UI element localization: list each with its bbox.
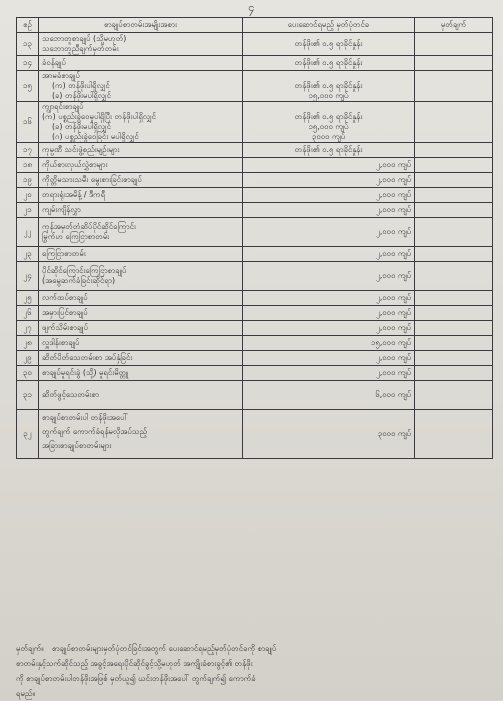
page-number: ၄: [248, 1, 255, 14]
document-type-line: ပိုင်ဆိုင်ကြောင်းကြေငြာစာချုပ်: [42, 266, 127, 275]
row-number: ၂၁: [17, 203, 39, 218]
document-type-line: (ဂ) ပစ္စည်းခွဲဝေခြင်း မပါရှိလျှင်: [52, 132, 139, 141]
header-serial: စဉ်: [17, 18, 39, 33]
note-line: ကို စာချုပ်စာတမ်းပါတန်ဖိုးအဖြစ် မှတ်ယူ၍ ယင်းတန်ဖိုးအပေါ် တွက်ချက်၍ ကောက်ခံ: [16, 674, 256, 683]
note-label: မှတ်ချက်။: [16, 644, 44, 653]
fee-line: ၁၅,၀၀၀ ကျပ်: [308, 122, 349, 131]
document-type: လှူဒါန်းစာချုပ်: [39, 336, 243, 351]
remarks-cell: [415, 410, 493, 459]
document-type: [39, 410, 243, 459]
remarks-cell: [415, 102, 493, 143]
fee-cell: ၂,၀၀၀ ကျပ်: [243, 218, 415, 247]
fee-cell: ၂,၀၀၀ ကျပ်: [243, 247, 415, 262]
document-type: [39, 102, 243, 143]
row-number: ၁၃: [17, 33, 39, 56]
row-number: ၃၀: [17, 366, 39, 381]
row-number: ၁၇: [17, 143, 39, 158]
document-type-line: စာချုပ်စာတမ်းပါ တန်ဖိုးအပေါ်: [42, 413, 129, 422]
table-row: [17, 291, 493, 306]
table-row: [17, 351, 493, 366]
document-type-line: (က) တန်ဖိုးပါရှိလျှင်: [52, 81, 110, 90]
row-number: ၂၄: [17, 262, 39, 291]
fee-line: [246, 71, 411, 81]
fee-cell: ၂,၀၀၀ ကျပ်: [243, 188, 415, 203]
document-type-line: ကျွာရင်းစာချုပ်: [42, 102, 84, 111]
document-type-line: (ခ) တန်ဖိုးမပါရှိလျှင်: [52, 122, 111, 131]
fee-cell: ၂,၀၀၀ ကျပ်: [243, 203, 415, 218]
fee-cell: ၂,၀၀၀ ကျပ်: [243, 366, 415, 381]
table-row: [17, 262, 493, 291]
remarks-cell: [415, 218, 493, 247]
row-number: ၂၂: [17, 218, 39, 247]
remarks-cell: [415, 158, 493, 173]
remarks-cell: [415, 336, 493, 351]
fee-cell: [243, 71, 415, 102]
remarks-cell: [415, 71, 493, 102]
row-number: ၂၈: [17, 336, 39, 351]
table-row: [17, 247, 493, 262]
table-row: [17, 56, 493, 71]
document-type: ကြေငြာစာတမ်း: [39, 247, 243, 262]
document-type-line: ကုန်အမှတ်တံဆိပ်ပိုင်ဆိုင်ကြောင်း: [42, 222, 136, 231]
fee-line: တန်ဖိုး၏ ၀.၅ ရာခိုင်နှုန်း: [294, 112, 363, 121]
table-row: [17, 218, 493, 247]
document-type: အမှားပြင်စာချုပ်: [39, 306, 243, 321]
table-header-row: [17, 18, 493, 33]
remarks-cell: [415, 56, 493, 71]
fee-cell: [243, 102, 415, 143]
document-type-line: အာမခံစာချုပ်: [42, 71, 80, 80]
row-number: ၃၁: [17, 381, 39, 410]
document-type: ခံဝန်ချုပ်: [39, 56, 243, 71]
document-type: ကိုတ္တိမသားသမီး မွေးစားခြင်းစာချုပ်: [39, 173, 243, 188]
document-type-line: အခြားစာချုပ်စာတမ်းများ: [42, 441, 112, 450]
fee-line: ၃၀၀၀ ကျပ်: [311, 132, 346, 141]
remarks-cell: [415, 366, 493, 381]
remarks-cell: [415, 381, 493, 410]
fee-cell: ၂,၀၀၀ ကျပ်: [243, 321, 415, 336]
document-type-line: (ခ) တန်ဖိုးမပါရှိလျှင်: [52, 91, 111, 100]
document-type: [39, 71, 243, 102]
remarks-cell: [415, 173, 493, 188]
table-row: [17, 143, 493, 158]
document-type: [39, 33, 243, 56]
fee-cell: ၂,၀၀၀ ကျပ်: [243, 306, 415, 321]
remarks-cell: [415, 203, 493, 218]
registration-fee-table: [16, 17, 493, 459]
document-type: စာချုပ်မူရင်းခွဲ (သို့) မူရင်းမိတ္တူ: [39, 366, 243, 381]
note-line: စာတမ်းနှင့်သက်ဆိုင်သည့် အခွင့်အရေးပိုင်ဆိုင်ခွင့်သို့မဟုတ် အကျိုးခံစားခွင့်၏ တန်ဖိုး: [16, 659, 253, 668]
note-line: [16, 641, 494, 656]
fee-cell: ၂,၀၀၀ ကျပ်: [243, 351, 415, 366]
row-number: ၁၉: [17, 173, 39, 188]
remarks-cell: [415, 306, 493, 321]
fee-cell: ၂,၀၀၀ ကျပ်: [243, 291, 415, 306]
document-type-line: သဘောတူစာချုပ် (သို့မဟုတ်): [42, 34, 127, 43]
table-row: [17, 410, 493, 459]
row-number: ၂၉: [17, 351, 39, 366]
fee-cell: ၂,၀၀၀ ကျပ်: [243, 173, 415, 188]
row-number: ၂၀: [17, 188, 39, 203]
document-type-line: (က) ပစ္စည်းခွဲဝေမှုပါရှိပြီး တန်ဖိုးပါရှိလျှင်: [42, 112, 156, 121]
row-number: ၂၃: [17, 247, 39, 262]
fee-cell: တန်ဖိုး၏ ၀.၅ ရာခိုင်နှုန်း: [243, 56, 415, 71]
document-type-line: သဘောတူညီချက်မှတ်တမ်း: [42, 44, 119, 53]
fee-cell: ၂,၀၀၀ ကျပ်: [243, 262, 415, 291]
note-text: စာချုပ်စာတမ်းများမှတ်ပုံတင်ခြင်းအတွက် ပေးဆောင်ရမည့်မှတ်ပုံတင်ခကို စာချုပ်: [52, 644, 277, 653]
document-type-line: မြွက်ဟ ကြေငြာစာတမ်း: [42, 232, 110, 241]
row-number: ၃၂: [17, 410, 39, 459]
document-type-line: (အမွေဆက်ခံခြင်းဆိုင်ရာ): [42, 276, 116, 285]
document-type: ဆိတ်ဖွင့်သေတမ်းစာ: [39, 381, 243, 410]
document-type: တရားရုံးအမိန့် / ဒီကရီ: [39, 188, 243, 203]
table-row: [17, 173, 493, 188]
fee-line: တန်ဖိုး၏ ၀.၅ ရာခိုင်နှုန်း: [294, 81, 363, 90]
document-type: ဆိတ်ပိတ်သေတမ်းစာ အပ်နှံခြင်း: [39, 351, 243, 366]
table-row: [17, 366, 493, 381]
remarks-cell: [415, 351, 493, 366]
table-row: [17, 306, 493, 321]
document-type: [39, 262, 243, 291]
header-document-type: စာချုပ်စာတမ်းအမျိုးအစား: [39, 18, 243, 33]
remarks-cell: [415, 188, 493, 203]
document-type-line: တွက်ချက် ကောက်ခံရန်မလိုအပ်သည့်: [42, 427, 147, 436]
row-number: ၂၆: [17, 306, 39, 321]
table-row: [17, 71, 493, 102]
fee-cell: ၃၀၀၀ ကျပ်: [243, 410, 415, 459]
table-row: [17, 158, 493, 173]
fee-cell: ၂,၀၀၀ ကျပ်: [243, 158, 415, 173]
remarks-cell: [415, 33, 493, 56]
fee-cell: ၁၅,၀၀၀ ကျပ်: [243, 336, 415, 351]
table-row: [17, 336, 493, 351]
table-row: [17, 203, 493, 218]
header-fee: ပေးဆောင်ရမည့် မှတ်ပုံတင်ခ: [243, 18, 415, 33]
fee-cell: တန်ဖိုး၏ ၀.၅ ရာခိုင်နှုန်း: [243, 143, 415, 158]
remarks-cell: [415, 247, 493, 262]
fee-line: [246, 102, 411, 112]
document-type: လက်ထပ်စာချုပ်: [39, 291, 243, 306]
remarks-cell: [415, 321, 493, 336]
note-line: ရမည်။: [16, 689, 35, 698]
fee-cell: တန်ဖိုး၏ ၀.၅ ရာခိုင်နှုန်း: [243, 33, 415, 56]
document-type: ကုမ္ပဏီ သင်းဖွဲ့စည်းမျဉ်းများ: [39, 143, 243, 158]
row-number: ၂၅: [17, 291, 39, 306]
remarks-note: [16, 641, 494, 701]
header-remarks: မှတ်ချက်: [415, 18, 493, 33]
table-row: [17, 102, 493, 143]
table-row: [17, 321, 493, 336]
row-number: ၁၅: [17, 71, 39, 102]
fee-line: ၁၅,၀၀၀ ကျပ်: [308, 91, 349, 100]
remarks-cell: [415, 262, 493, 291]
document-type: [39, 218, 243, 247]
table-row: [17, 188, 493, 203]
remarks-cell: [415, 291, 493, 306]
remarks-cell: [415, 143, 493, 158]
row-number: ၂၇: [17, 321, 39, 336]
table-row: [17, 33, 493, 56]
document-type: ဖျက်သိမ်းစာချုပ်: [39, 321, 243, 336]
table-row: [17, 381, 493, 410]
document-type: ကိုယ်စားလှယ်လွှဲစာများ: [39, 158, 243, 173]
fee-cell: ၆,၀၀၀ ကျပ်: [243, 381, 415, 410]
row-number: ၁၆: [17, 102, 39, 143]
row-number: ၁၈: [17, 158, 39, 173]
document-type: ကျမ်းကျိန်လွှာ: [39, 203, 243, 218]
row-number: ၁၄: [17, 56, 39, 71]
